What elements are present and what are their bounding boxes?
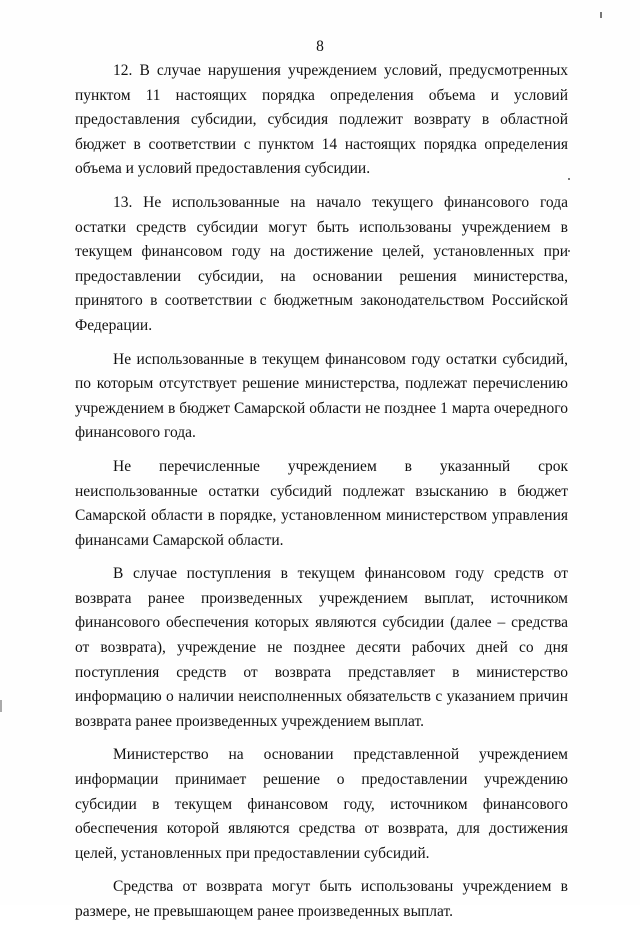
scan-mark	[568, 250, 570, 252]
scan-mark	[0, 700, 2, 712]
paragraph-refund-usage: Средства от возврата могут быть использованы учреждением в размере, не превышающем ранее произведенных выплат.	[75, 878, 568, 920]
paragraph-12: 12. В случае нарушения учреждением условий, предусмотренных пунктом 11 настоящих порядка определения объема и условий предоставления субсидии, субсидия подлежит возврату в областной бюджет в соответствии с пунктом 14 настоящих порядка определения объема и условий предоставления субсидии.	[75, 62, 568, 178]
paragraph-unused-balances: Не использованные в текущем финансовом году остатки субсидий, по которым отсутствует решение министерства, подлежат перечислению учреждением в бюджет Самарской области не позднее 1 марта очередного финансового года.	[75, 350, 568, 442]
paragraph-refund-receipts: В случае поступления в текущем финансовом году средств от возврата ранее произведенных учреждением выплат, источником финансового обеспечения которых являются субсидии (далее – средства от возврата), учреждение не позднее десяти рабочих дней со дня поступления средств от возврата представляет в министерство информацию о наличии неисполненных обязательств с указанием причин возврата ранее произведенных учреждением выплат.	[75, 565, 568, 730]
scan-mark	[568, 178, 570, 180]
document-body	[75, 59, 568, 934]
paragraph-recovery: Не перечисленные учреждением в указанный срок неиспользованные остатки субсидий подлежат взысканию в бюджет Самарской области в порядке, установленном министерством управления финансами Самарской области.	[75, 457, 568, 549]
page-number: 8	[316, 38, 324, 55]
scan-mark	[600, 12, 602, 18]
paragraph-13: 13. Не использованные на начало текущего финансового года остатки средств субсидии могут быть использованы учреждением в текущем финансовом году на достижение целей, установленных при предоставлении субсидии, на основании решения министерства, принятого в соответствии с бюджетным законодательством Российской Федерации.	[75, 193, 568, 334]
paragraph-ministry-decision: Министерство на основании представленной учреждением информации принимает решение о предоставлении учреждению субсидии в текущем финансовом году, источником финансового обеспечения которой являются средства от возврата, для достижения целей, установленных при предоставлении субсидий.	[75, 746, 568, 862]
